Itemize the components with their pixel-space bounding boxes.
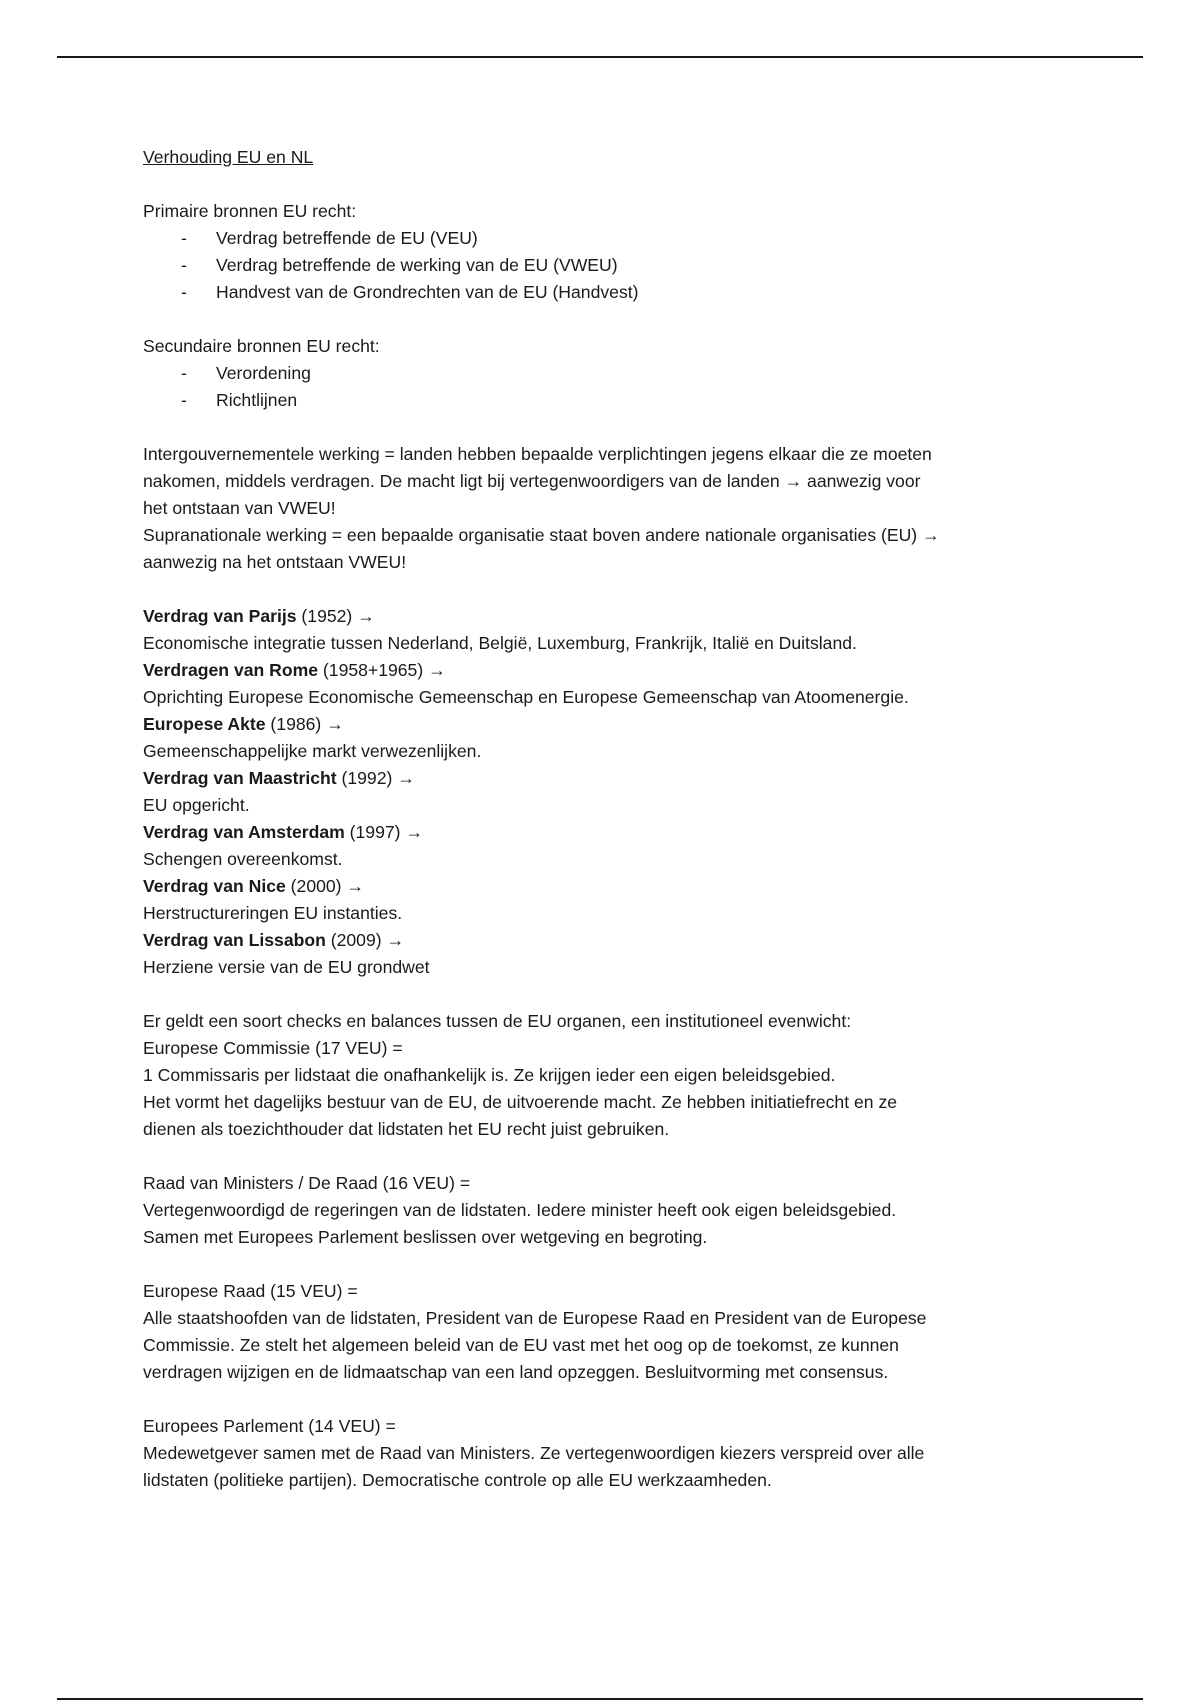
commission-text: dienen als toezichthouder dat lidstaten het EU recht juist gebruiken. [143,1119,670,1139]
commission-heading: Europese Commissie (17 VEU) = [143,1038,403,1058]
treaty-description: EU opgericht. [143,795,250,815]
treaty-name: Verdrag van Maastricht [143,768,337,788]
treaty-year: (2000) → [285,876,365,896]
spacer [143,1251,1073,1278]
treaty-heading [143,927,1073,954]
parliament-heading: Europees Parlement (14 VEU) = [143,1416,396,1436]
spacer [143,171,1073,198]
list-dash: - [181,282,187,302]
treaty-name: Verdrag van Nice [143,876,286,896]
secondary-sources-heading: Secundaire bronnen EU recht: [143,336,380,356]
list-item [143,279,1073,306]
spacer [143,981,1073,1008]
institutions-intro: Er geldt een soort checks en balances tussen de EU organen, een institutioneel evenwicht: [143,1011,852,1031]
treaty-list [143,603,1073,981]
treaty-heading [143,711,1073,738]
treaty-description: Gemeenschappelijke markt verwezenlijken. [143,741,482,761]
european-council-text: verdragen wijzigen en de lidmaatschap van een land opzeggen. Besluitvorming met consensus. [143,1362,889,1382]
list-dash: - [181,390,187,410]
treaty-description: Economische integratie tussen Nederland, België, Luxemburg, Frankrijk, Italië en Duitsland. [143,633,857,653]
treaty-name: Europese Akte [143,714,266,734]
council-text: Samen met Europees Parlement beslissen over wetgeving en begroting. [143,1227,708,1247]
council-text: Vertegenwoordigd de regeringen van de lidstaten. Iedere minister heeft ook eigen beleidsgebied. [143,1200,897,1220]
intergovernmental-text: Intergouvernementele werking = landen hebben bepaalde verplichtingen jegens elkaar die ze moeten [143,444,932,464]
treaty-name: Verdrag van Lissabon [143,930,326,950]
secondary-sources-list [143,360,1073,414]
treaty-year: (1997) → [344,822,423,842]
treaty-year: (1986) → [265,714,344,734]
intergovernmental-text: nakomen, middels verdragen. De macht ligt bij vertegenwoordigers van de landen → aanwezig voor [143,471,921,491]
commission-text: Het vormt het dagelijks bestuur van de EU, de uitvoerende macht. Ze hebben initiatiefrecht en ze [143,1092,898,1112]
page-content [143,144,1073,1494]
treaty-year: (1952) → [296,606,375,626]
list-item-text: Handvest van de Grondrechten van de EU (Handvest) [216,282,639,302]
treaty-name: Verdragen van Rome [143,660,319,680]
spacer [143,1143,1073,1170]
treaty-heading [143,657,1073,684]
spacer [143,306,1073,333]
treaty-year: (1992) → [336,768,415,788]
list-dash: - [181,255,187,275]
treaty-year: (1958+1965) → [318,660,446,680]
parliament-text: lidstaten (politieke partijen). Democratische controle op alle EU werkzaamheden. [143,1470,772,1490]
primary-sources-heading: Primaire bronnen EU recht: [143,201,357,221]
spacer [143,1386,1073,1413]
intergovernmental-text: het ontstaan van VWEU! [143,498,336,518]
treaty-name: Verdrag van Amsterdam [143,822,345,842]
list-item-text: Verdrag betreffende de werking van de EU (VWEU) [216,255,618,275]
spacer [143,414,1073,441]
treaty-description: Herziene versie van de EU grondwet [143,957,430,977]
list-dash: - [181,228,187,248]
list-item [143,387,1073,414]
european-council-text: Commissie. Ze stelt het algemeen beleid van de EU vast met het oog op de toekomst, ze kunnen [143,1335,899,1355]
header-rule [57,56,1143,58]
treaty-heading [143,765,1073,792]
commission-text: 1 Commissaris per lidstaat die onafhankelijk is. Ze krijgen ieder een eigen beleidsgebied. [143,1065,836,1085]
supranational-text: Supranationale werking = een bepaalde organisatie staat boven andere nationale organisaties (EU) → [143,525,940,545]
list-dash: - [181,363,187,383]
spacer [143,576,1073,603]
european-council-heading: Europese Raad (15 VEU) = [143,1281,358,1301]
treaty-year: (2009) → [325,930,405,950]
treaty-heading [143,603,1073,630]
list-item-text: Verdrag betreffende de EU (VEU) [216,228,478,248]
treaty-name: Verdrag van Parijs [143,606,297,626]
list-item-text: Richtlijnen [216,390,298,410]
treaty-description: Oprichting Europese Economische Gemeenschap en Europese Gemeenschap van Atoomenergie. [143,687,909,707]
parliament-text: Medewetgever samen met de Raad van Ministers. Ze vertegenwoordigen kiezers verspreid over alle [143,1443,925,1463]
list-item [143,225,1073,252]
list-item [143,360,1073,387]
list-item [143,252,1073,279]
supranational-text: aanwezig na het ontstaan VWEU! [143,552,407,572]
treaty-heading [143,819,1073,846]
treaty-heading [143,873,1073,900]
council-heading: Raad van Ministers / De Raad (16 VEU) = [143,1173,471,1193]
european-council-text: Alle staatshoofden van de lidstaten, President van de Europese Raad en President van de Europese [143,1308,927,1328]
page-title: Verhouding EU en NL [143,147,314,167]
treaty-description: Schengen overeenkomst. [143,849,343,869]
list-item-text: Verordening [216,363,311,383]
primary-sources-list [143,225,1073,306]
treaty-description: Herstructureringen EU instanties. [143,903,403,923]
